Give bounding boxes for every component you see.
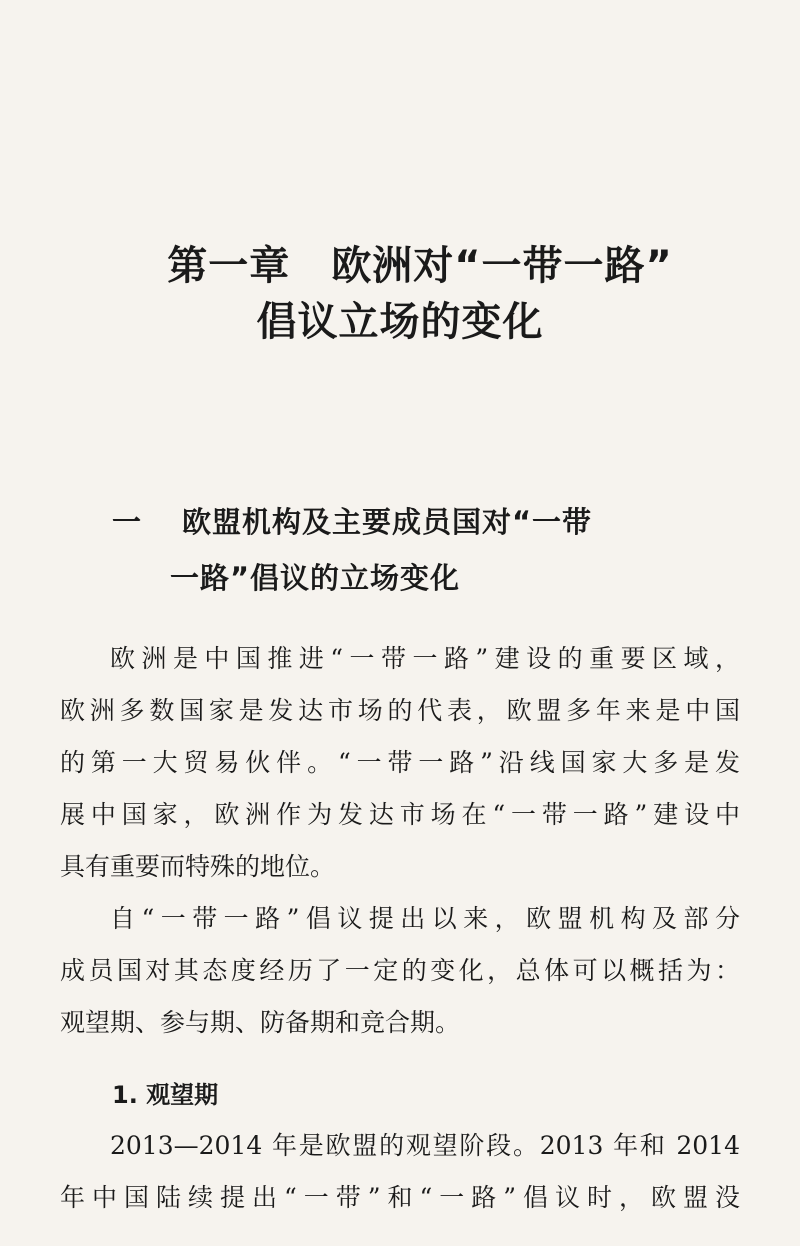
- paragraph-1-line-2: 欧洲多数国家是发达市场的代表，欧盟多年来是中国: [60, 696, 740, 725]
- paragraph-2-line-2: 成员国对其态度经历了一定的变化，总体可以概括为：: [60, 956, 740, 985]
- section-number: 一: [112, 505, 142, 539]
- chapter-title-line-2: 倡议立场的变化: [256, 299, 544, 345]
- paragraph-3-line-2: 年中国陆续提出“一带”和“一路”倡议时，欧盟没: [60, 1183, 740, 1212]
- section-title-line-2: 一路”倡议的立场变化: [170, 561, 461, 595]
- subsection-title: 1. 观望期: [112, 1081, 219, 1109]
- paragraph-2-line-1: 自“一带一路”倡议提出以来，欧盟机构及部分: [110, 904, 740, 933]
- paragraph-1-line-1: 欧洲是中国推进“一带一路”建设的重要区域，: [110, 644, 740, 673]
- paragraph-1-line-5: 具有重要而特殊的地位。: [60, 852, 336, 881]
- chapter-title-line-1: 第一章 欧洲对“一带一路”: [167, 243, 673, 289]
- paragraph-1-line-3: 的第一大贸易伙伴。“一带一路”沿线国家大多是发: [60, 748, 740, 777]
- paragraph-2-line-3: 观望期、参与期、防备期和竞合期。: [60, 1008, 461, 1037]
- section-title-line-1: 欧盟机构及主要成员国对“一带: [182, 505, 593, 539]
- paragraph-1-line-4: 展中国家，欧洲作为发达市场在“一带一路”建设中: [60, 800, 740, 829]
- paragraph-3-line-1: 2013—2014 年是欧盟的观望阶段。2013 年和 2014: [110, 1131, 740, 1160]
